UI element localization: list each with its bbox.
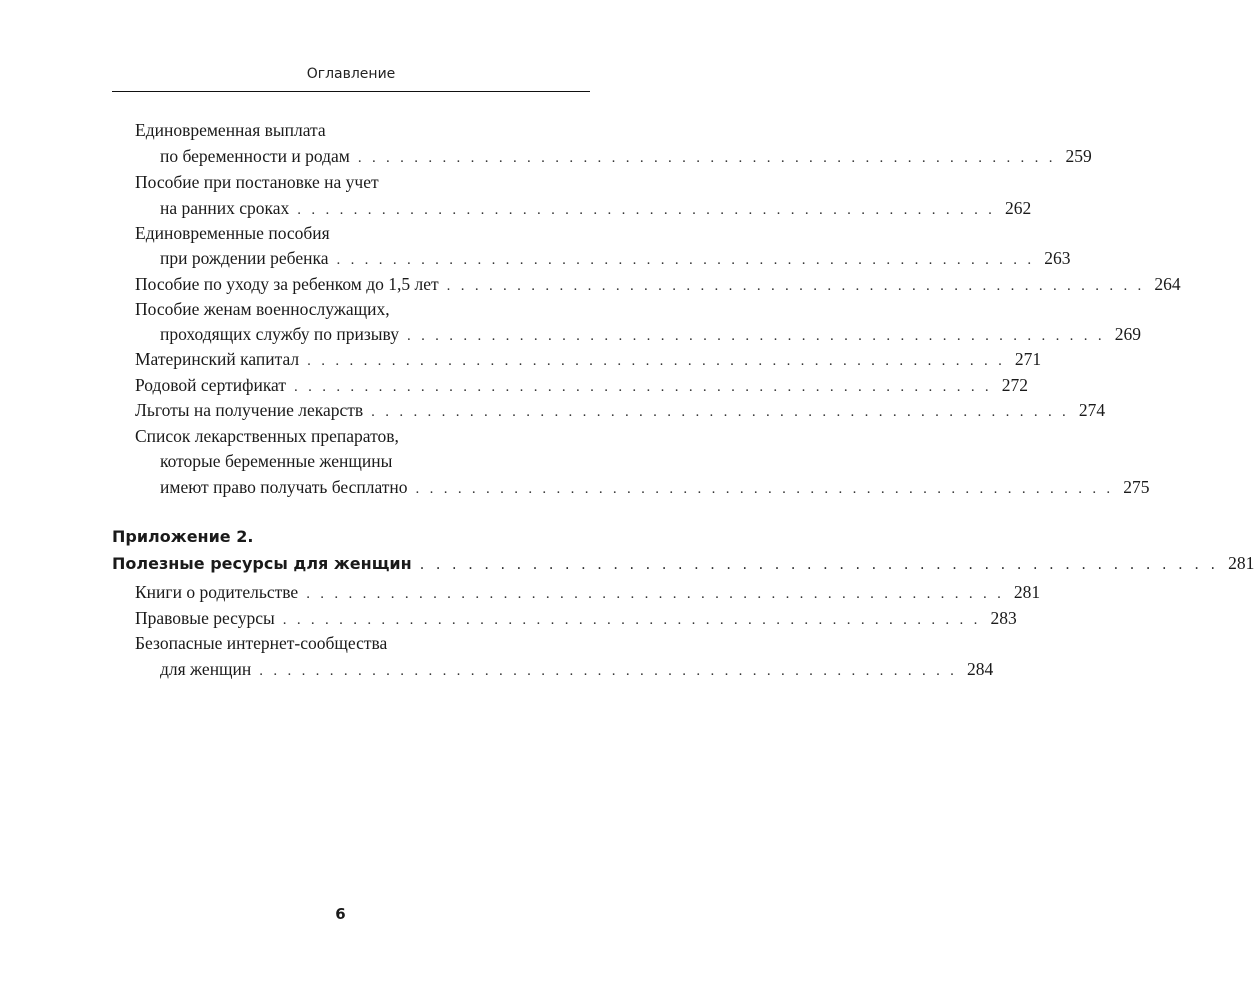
toc-entry[interactable] [160,656,994,682]
toc-entry-title: Материнский капитал [135,349,300,369]
toc-entry[interactable] [135,579,1041,605]
toc-entry[interactable] [160,474,1150,500]
toc-entry-line: Единовременная выплата [135,120,326,140]
toc-entry-title: при рождении ребенка [160,248,329,268]
toc-page-number: 262 [1004,198,1032,218]
toc-page-number: 272 [1001,375,1028,395]
appendix-title: Полезные ресурсы для женщин [112,554,412,573]
toc-entry-title: Книги о родительстве [135,582,299,602]
page-number: 6 [335,905,346,923]
header-rule [112,91,590,92]
toc-page-number: 281 [1228,553,1254,573]
dot-leader: . . . . . . . . . . . . . . . . . . . . . . . . . . . . . . . . . . . . . . . . . . . . . . . . . . [294,379,992,395]
toc-entry-title: по беременности и родам [160,146,350,166]
dot-leader: . . . . . . . . . . . . . . . . . . . . . . . . . . . . . . . . . . . . . . . . . . . . . . . . . . [307,353,1006,369]
toc-page-number: 274 [1078,400,1106,420]
toc-entry[interactable] [160,143,1092,169]
toc-entry-title: имеют право получать бесплатно [160,477,408,497]
toc-page-number: 259 [1065,146,1092,166]
toc-entry[interactable] [160,321,1141,347]
dot-leader: . . . . . . . . . . . . . . . . . . . . . . . . . . . . . . . . . . . . . . . . . . . . . . . . . . [336,252,1035,268]
dot-leader: . . . . . . . . . . . . . . . . . . . . . . . . . . . . . . . . . . . . . . . . . . . . . . . . . . [371,404,1070,420]
dot-leader: . . . . . . . . . . . . . . . . . . . . . . . . . . . . . . . . . . . . . . . . . . . . . . . . . . [406,328,1105,344]
dot-leader: . . . . . . . . . . . . . . . . . . . . . . . . . . . . . . . . . . . . . . . . . . . . . . . . . . [282,612,981,628]
toc-entry-line: которые беременные женщины [160,451,393,471]
appendix-entry[interactable] [112,550,1254,576]
toc-entry[interactable] [135,372,1028,398]
dot-leader: . . . . . . . . . . . . . . . . . . . . . . . . . . . . . . . . . . . . . . . . . . . . . . . . . . [419,555,1219,573]
toc-entry[interactable] [135,271,1181,297]
toc-page-number: 263 [1044,248,1071,268]
toc-page-number: 283 [990,608,1017,628]
toc-page-number: 281 [1013,582,1041,602]
toc-entry-line: Пособие при постановке на учет [135,172,379,192]
toc-page-number: 271 [1014,349,1042,369]
dot-leader: . . . . . . . . . . . . . . . . . . . . . . . . . . . . . . . . . . . . . . . . . . . . . . . . . . [297,202,996,218]
toc-entry[interactable] [135,346,1042,372]
toc-entry[interactable] [160,245,1071,271]
running-head: Оглавление [306,66,396,82]
toc-entry[interactable] [135,397,1106,423]
toc-page-number: 275 [1123,477,1150,497]
dot-leader: . . . . . . . . . . . . . . . . . . . . . . . . . . . . . . . . . . . . . . . . . . . . . . . . . . [259,663,958,679]
toc-entry-line: Единовременные пособия [135,223,330,243]
toc-entry-title: на ранних сроках [160,198,290,218]
toc-entry-title: Льготы на получение лекарств [135,400,364,420]
dot-leader: . . . . . . . . . . . . . . . . . . . . . . . . . . . . . . . . . . . . . . . . . . . . . . . . . . [357,150,1056,166]
toc-entry-title: Правовые ресурсы [135,608,275,628]
toc-page-number: 264 [1154,274,1181,294]
dot-leader: . . . . . . . . . . . . . . . . . . . . . . . . . . . . . . . . . . . . . . . . . . . . . . . . . . [306,586,1005,602]
toc-entry-line: Список лекарственных препаратов, [135,426,399,446]
toc-entry-title: проходящих службу по призыву [160,324,399,344]
toc-page-number: 269 [1114,324,1141,344]
toc-entry-line: Безопасные интернет-сообщества [135,633,388,653]
toc-entry[interactable] [135,605,1017,631]
toc-entry[interactable] [160,195,1032,221]
toc-entry-title: Родовой сертификат [135,375,287,395]
dot-leader: . . . . . . . . . . . . . . . . . . . . . . . . . . . . . . . . . . . . . . . . . . . . . . . . . . [415,481,1114,497]
dot-leader: . . . . . . . . . . . . . . . . . . . . . . . . . . . . . . . . . . . . . . . . . . . . . . . . . . [446,278,1145,294]
toc-entry-line: Пособие женам военнослужащих, [135,299,390,319]
toc-page-number: 284 [966,659,994,679]
toc-entry-title: для женщин [160,659,252,679]
toc-entry-title: Пособие по уходу за ребенком до 1,5 лет [135,274,439,294]
appendix-label: Приложение 2. [112,527,254,546]
